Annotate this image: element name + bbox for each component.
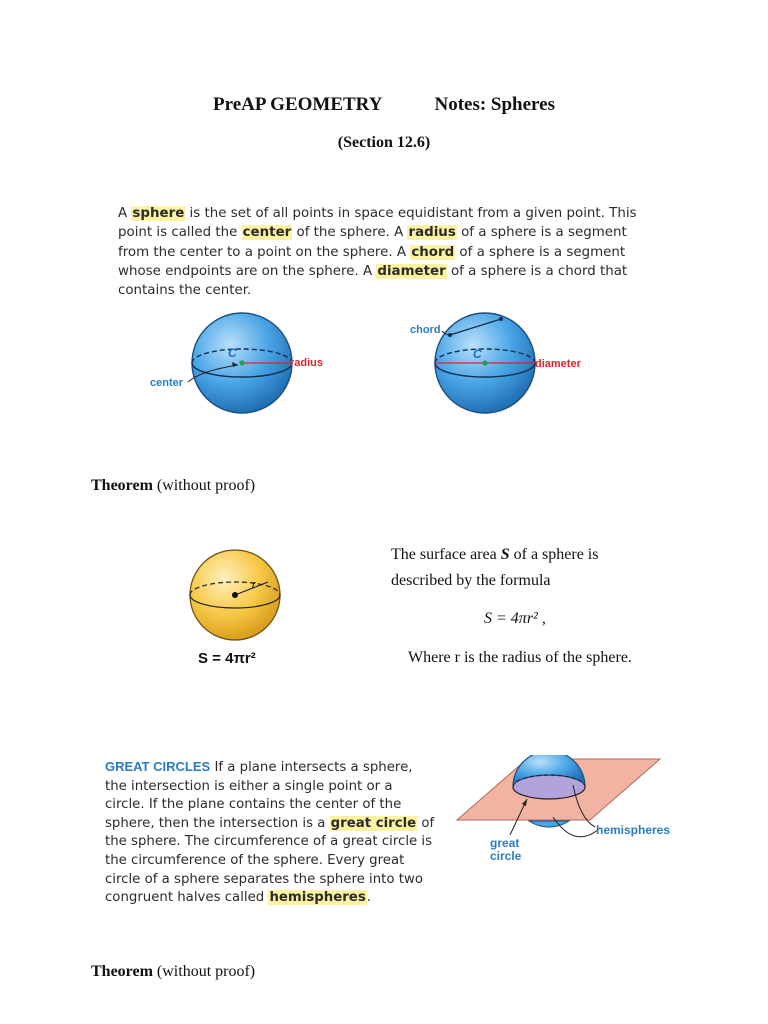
chord-label: chord	[410, 324, 441, 336]
radius-label: radius	[290, 357, 324, 369]
definition-paragraph: A sphere is the set of all points in space equidistant from a given point. This point is called the center of the sphere. A radius of a sphere is a segment from the center to a point on the sphere. A chord of a sphere is a segment whose endpoints are on the sphere. A diameter of a sphere is a chord that contains the center.	[118, 206, 637, 299]
great-circle-figure	[455, 755, 675, 870]
diameter-label: diameter	[535, 358, 581, 370]
theorem-heading: Theorem (without proof)	[91, 477, 256, 494]
term-chord: chord	[411, 244, 455, 260]
page-title	[0, 94, 768, 116]
great-circles-heading: GREAT CIRCLES	[105, 759, 211, 774]
surface-area-figure	[180, 545, 300, 670]
center-letter: C	[228, 346, 237, 360]
term-sphere: sphere	[132, 206, 185, 221]
notes-title: Notes: Spheres	[434, 94, 555, 115]
term-hemispheres: hemispheres	[269, 890, 366, 906]
center-label: center	[150, 377, 184, 389]
hemispheres-label: hemispheres	[596, 823, 671, 837]
great-label: great	[490, 836, 520, 850]
sphere-radius-figure	[140, 305, 350, 435]
variable-s: S	[500, 546, 510, 563]
term-center: center	[242, 225, 292, 241]
center-point	[232, 592, 238, 598]
radius-explanation: Where r is the radius of the sphere.	[408, 649, 632, 666]
course-title: PreAP GEOMETRY	[213, 94, 383, 115]
term-diameter: diameter	[377, 263, 446, 279]
sphere-chord-figure	[400, 305, 600, 435]
term-radius: radius	[408, 225, 456, 241]
center-letter: C	[473, 347, 482, 361]
radius-letter: r	[252, 579, 256, 591]
great-circles-paragraph: GREAT CIRCLES If a plane intersects a sphere, the intersection is either a single point or a circle. If the plane contains the center of the sphere, then the intersection is a great circle of the sphere. The circumference of a great circle is the circumference of the sphere. Every great circle of a sphere separates the sphere into two congruent halves called hemispheres.	[105, 759, 435, 906]
surface-area-text: The surface area S of a sphere is described by the formula	[391, 546, 599, 589]
theorem-heading-2: Theorem (without proof)	[91, 963, 256, 980]
figure-formula: S = 4πr²	[198, 650, 256, 667]
section-number: (Section 12.6)	[337, 134, 431, 151]
surface-area-formula: S = 4πr² ,	[484, 610, 546, 627]
center-point	[239, 360, 244, 365]
term-great-circle: great circle	[330, 815, 417, 831]
circle-label: circle	[490, 849, 522, 863]
